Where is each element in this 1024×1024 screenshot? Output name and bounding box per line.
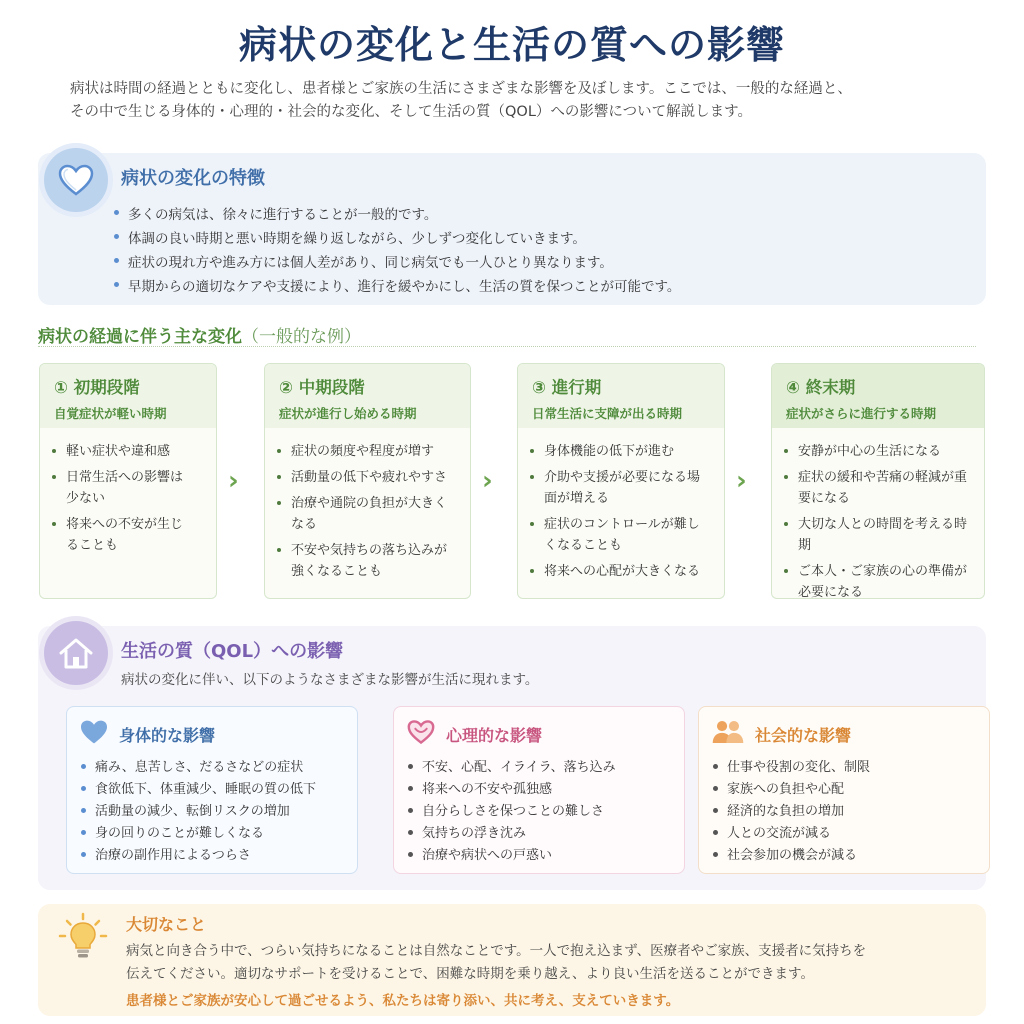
list-item: 大切な人との時間を考える時期 [784, 514, 974, 556]
heart-icon [79, 719, 109, 749]
list-item: 活動量の減少、転倒リスクの増加 [81, 801, 316, 823]
list-item: ご本人・ご家族の心の準備が必要になる [784, 561, 974, 599]
house-icon [44, 621, 108, 685]
qol-title: 生活の質（QOL）への影響 [121, 641, 344, 662]
stage-subtitle: 自覚症状が軽い時期 [54, 406, 167, 421]
stage-title: ④ 終末期 [786, 378, 856, 397]
list-item: 仕事や役割の変化、制限 [713, 757, 870, 779]
important-title: 大切なこと [126, 915, 207, 934]
stages-heading-main: 病状の経過に伴う主な変化 [38, 327, 242, 347]
stage-card-terminal [771, 363, 985, 599]
chevron-right-icon: › [228, 466, 239, 496]
qol-description: 病状の変化に伴い、以下のようなさまざまな影響が生活に現れます。 [121, 672, 539, 688]
page-title: 病状の変化と生活の質への影響 [238, 22, 785, 67]
list-item: 不安や気持ちの落ち込みが強くなることも [277, 540, 449, 582]
heart-icon [44, 148, 108, 212]
features-title: 病状の変化の特徴 [121, 168, 265, 189]
list-item: 将来への心配が大きくなる [530, 561, 704, 582]
list-item: 気持ちの浮き沈み [408, 823, 616, 845]
chevron-right-icon: › [736, 466, 747, 496]
stage-points [52, 441, 192, 556]
impact-title: 身体的な影響 [119, 725, 216, 745]
list-item: 食欲低下、体重減少、睡眠の質の低下 [81, 779, 316, 801]
features-list [114, 203, 680, 299]
important-body [126, 940, 966, 986]
list-item: 安静が中心の生活になる [784, 441, 974, 462]
list-item: 自分らしさを保つことの難しさ [408, 801, 616, 823]
stage-subtitle: 症状がさらに進行する時期 [786, 406, 937, 421]
stage-card-middle [264, 363, 471, 599]
people-icon [711, 719, 745, 749]
stage-points [784, 441, 974, 599]
list-item: 活動量の低下や疲れやすさ [277, 467, 449, 488]
impact-list [81, 757, 316, 867]
important-line: 病気と向き合う中で、つらい気持ちになることは自然なことです。一人で抱え込まず、医療者やご家族、支援者に気持ちを [126, 943, 867, 959]
list-item: 身体機能の低下が進む [530, 441, 704, 462]
list-item: 症状のコントロールが難しくなることも [530, 514, 704, 556]
list-item: 人との交流が減る [713, 823, 870, 845]
list-item: 体調の良い時期と悪い時期を繰り返しながら、少しずつ変化していきます。 [114, 227, 680, 251]
impact-card-physical [66, 706, 358, 874]
list-item: 将来への不安や孤独感 [408, 779, 616, 801]
impact-card-mental [393, 706, 685, 874]
list-item: 治療や通院の負担が大きくなる [277, 493, 449, 535]
list-item: 日常生活への影響は少ない [52, 467, 192, 509]
stages-heading-sub: （一般的な例） [242, 327, 361, 347]
stage-points [277, 441, 449, 582]
impact-list [408, 757, 616, 867]
list-item: 家族への負担や心配 [713, 779, 870, 801]
list-item: 経済的な負担の増加 [713, 801, 870, 823]
impact-title: 社会的な影響 [755, 725, 852, 745]
impact-list [713, 757, 870, 867]
list-item: 治療の副作用によるつらさ [81, 845, 316, 867]
impact-title: 心理的な影響 [446, 725, 543, 745]
list-item: 軽い症状や違和感 [52, 441, 192, 462]
stage-title: ① 初期段階 [54, 378, 140, 397]
list-item: 治療や病状への戸惑い [408, 845, 616, 867]
stage-subtitle: 症状が進行し始める時期 [279, 406, 417, 421]
intro-line: その中で生じる身体的・心理的・社会的な変化、そして生活の質（QOL）への影響について解説します。 [70, 104, 752, 120]
stages-heading [38, 322, 361, 347]
list-item: 痛み、息苦しさ、だるさなどの症状 [81, 757, 316, 779]
list-item: 多くの病気は、徐々に進行することが一般的です。 [114, 203, 680, 227]
stage-card-advanced [517, 363, 725, 599]
stage-title: ② 中期段階 [279, 378, 365, 397]
important-line: 伝えてください。適切なサポートを受けることで、困難な時期を乗り越え、より良い生活を送ることができます。 [126, 966, 814, 982]
list-item: 症状の頻度や程度が増す [277, 441, 449, 462]
intro-text [70, 78, 970, 124]
list-item: 社会参加の機会が減る [713, 845, 870, 867]
lightbulb-icon [58, 912, 108, 966]
stage-title: ③ 進行期 [532, 378, 602, 397]
heart-outline-icon [406, 719, 436, 749]
list-item: 介助や支援が必要になる場面が増える [530, 467, 704, 509]
list-item: 不安、心配、イライラ、落ち込み [408, 757, 616, 779]
stage-subtitle: 日常生活に支障が出る時期 [532, 406, 683, 421]
important-closing: 患者様とご家族が安心して過ごせるよう、私たちは寄り添い、共に考え、支えていきます。 [126, 993, 680, 1009]
impact-card-social [698, 706, 990, 874]
stage-points [530, 441, 704, 582]
divider [38, 346, 976, 347]
list-item: 身の回りのことが難しくなる [81, 823, 316, 845]
list-item: 早期からの適切なケアや支援により、進行を緩やかにし、生活の質を保つことが可能です。 [114, 275, 680, 299]
intro-line: 病状は時間の経過とともに変化し、患者様とご家族の生活にさまざまな影響を及ぼします。ここでは、一般的な経過と、 [70, 81, 852, 97]
chevron-right-icon: › [482, 466, 493, 496]
stage-card-early [39, 363, 217, 599]
list-item: 症状の緩和や苦痛の軽減が重要になる [784, 467, 974, 509]
list-item: 将来への不安が生じることも [52, 514, 192, 556]
list-item: 症状の現れ方や進み方には個人差があり、同じ病気でも一人ひとり異なります。 [114, 251, 680, 275]
